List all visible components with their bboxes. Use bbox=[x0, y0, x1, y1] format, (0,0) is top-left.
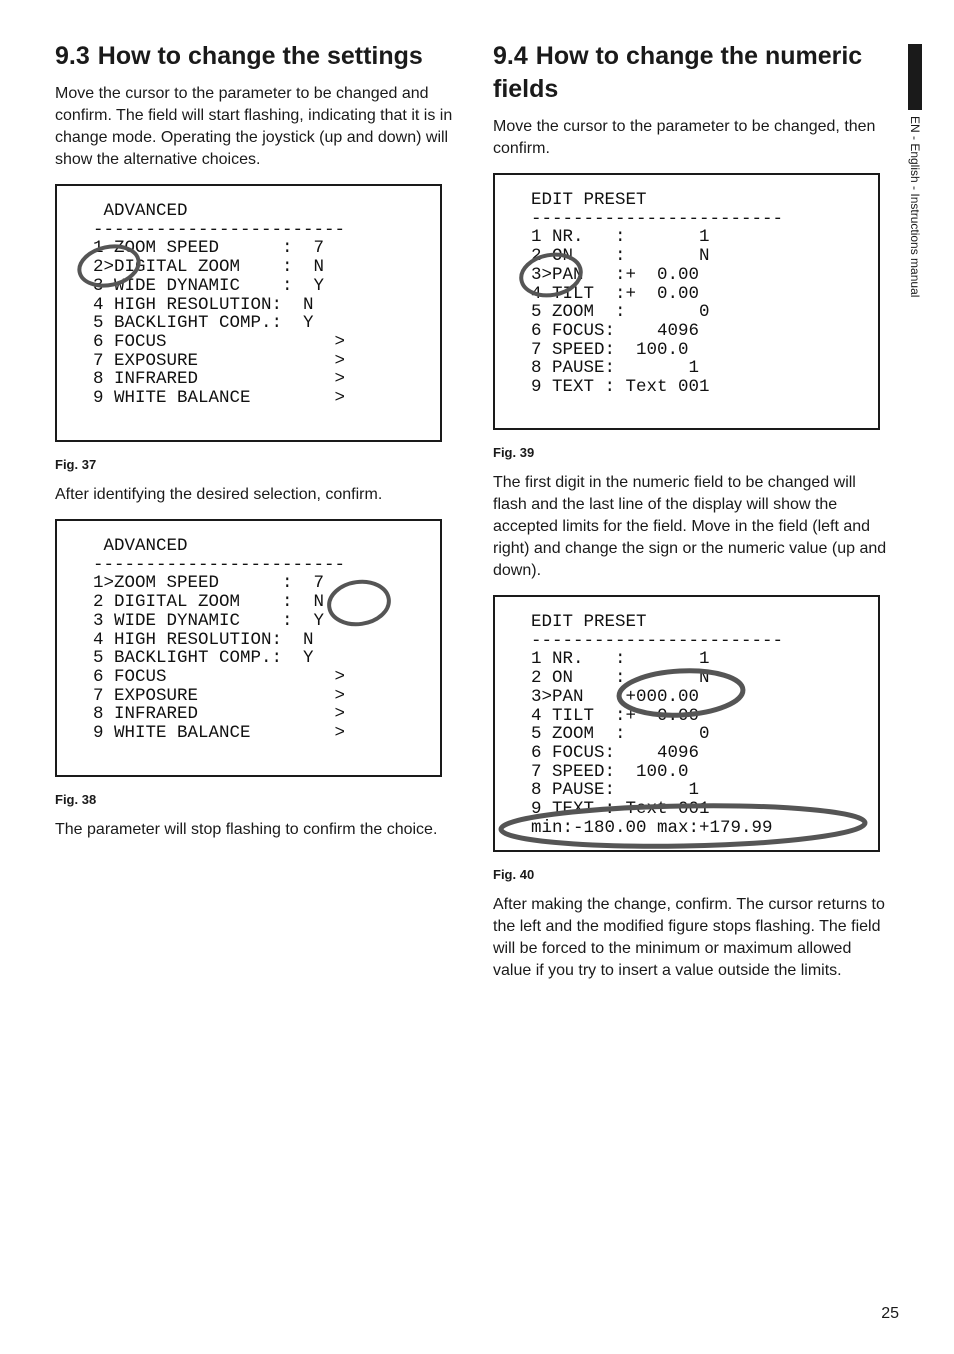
side-tab-text: EN - English - Instructions manual bbox=[908, 116, 922, 298]
fig40-label: Fig. 40 bbox=[493, 867, 535, 882]
section-9-4-intro: Move the cursor to the parameter to be changed, then confirm. bbox=[493, 118, 876, 157]
section-number: 9.3 bbox=[55, 42, 90, 70]
page-number: 25 bbox=[881, 1305, 899, 1322]
fig40-screen-text: EDIT PRESET ------------------------ 1 NR. : 1 2 ON : N 3>PAN :+000.00 4 TILT :+ 0.00 5 ZOOM : 0 6 FOCUS: 4096 7 SPEED: 100.0 8 PAUSE: 1 9 TEXT : Text 001 min:-180.00 max:+179.99 bbox=[531, 612, 784, 838]
fig39-label: Fig. 39 bbox=[493, 445, 535, 460]
after-fig37-text: After identifying the desired selection, confirm. bbox=[55, 486, 383, 503]
section-9-4-heading bbox=[493, 40, 893, 106]
fig39-screen-text: EDIT PRESET ------------------------ 1 NR. : 1 2 ON : N 3>PAN :+ 0.00 4 TILT :+ 0.00 5 ZOOM : 0 6 FOCUS: 4096 7 SPEED: 100.0 8 PAUSE: 1 9 TEXT : Text 001 bbox=[531, 190, 784, 398]
fig39-screen bbox=[493, 173, 880, 430]
after-fig39-text: The first digit in the numeric field to be changed will flash and the last line of the display will show the accepted limits for the field. Move in the field (left and right) and change the sign or the numeric value (up and down). bbox=[493, 474, 887, 579]
section-number: 9.4 bbox=[493, 42, 528, 70]
fig37-label: Fig. 37 bbox=[55, 457, 97, 472]
fig40-screen bbox=[493, 595, 880, 852]
section-9-3 bbox=[55, 40, 457, 841]
section-title: How to change the numeric fields bbox=[493, 42, 863, 103]
fig38-screen bbox=[55, 519, 442, 777]
fig38-screen-text: ADVANCED ------------------------ 1>ZOOM SPEED : 7 2 DIGITAL ZOOM : N 3 WIDE DYNAMIC : Y 4 HIGH RESOLUTION: N 5 BACKLIGHT COMP.: Y 6 FOCUS > 7 EXPOSURE > 8 INFRARED > 9 WHITE BALANCE > bbox=[93, 536, 346, 744]
fig38-label: Fig. 38 bbox=[55, 792, 97, 807]
section-9-4 bbox=[493, 40, 893, 982]
fig37-screen-text: ADVANCED ------------------------ 1 ZOOM SPEED : 7 2>DIGITAL ZOOM : N 3 WIDE DYNAMIC : Y 4 HIGH RESOLUTION: N 5 BACKLIGHT COMP.: Y 6 FOCUS > 7 EXPOSURE > 8 INFRARED > 9 WHITE BALANCE > bbox=[93, 201, 346, 409]
fig37-screen bbox=[55, 184, 442, 442]
section-9-3-intro: Move the cursor to the parameter to be changed and confirm. The field will start flashing, indicating that it is in change mode. Operating the joystick (up and down) will show the alternative choices. bbox=[55, 85, 453, 168]
section-title: How to change the settings bbox=[97, 42, 423, 70]
side-tab-bar bbox=[908, 44, 922, 110]
after-fig40-text: After making the change, confirm. The cursor returns to the left and the modified figure stops flashing. The field will be forced to the minimum or maximum allowed value if you try to insert a value outside the limits. bbox=[493, 896, 885, 979]
after-fig38-text: The parameter will stop flashing to confirm the choice. bbox=[55, 821, 438, 838]
section-9-3-heading bbox=[55, 40, 457, 73]
